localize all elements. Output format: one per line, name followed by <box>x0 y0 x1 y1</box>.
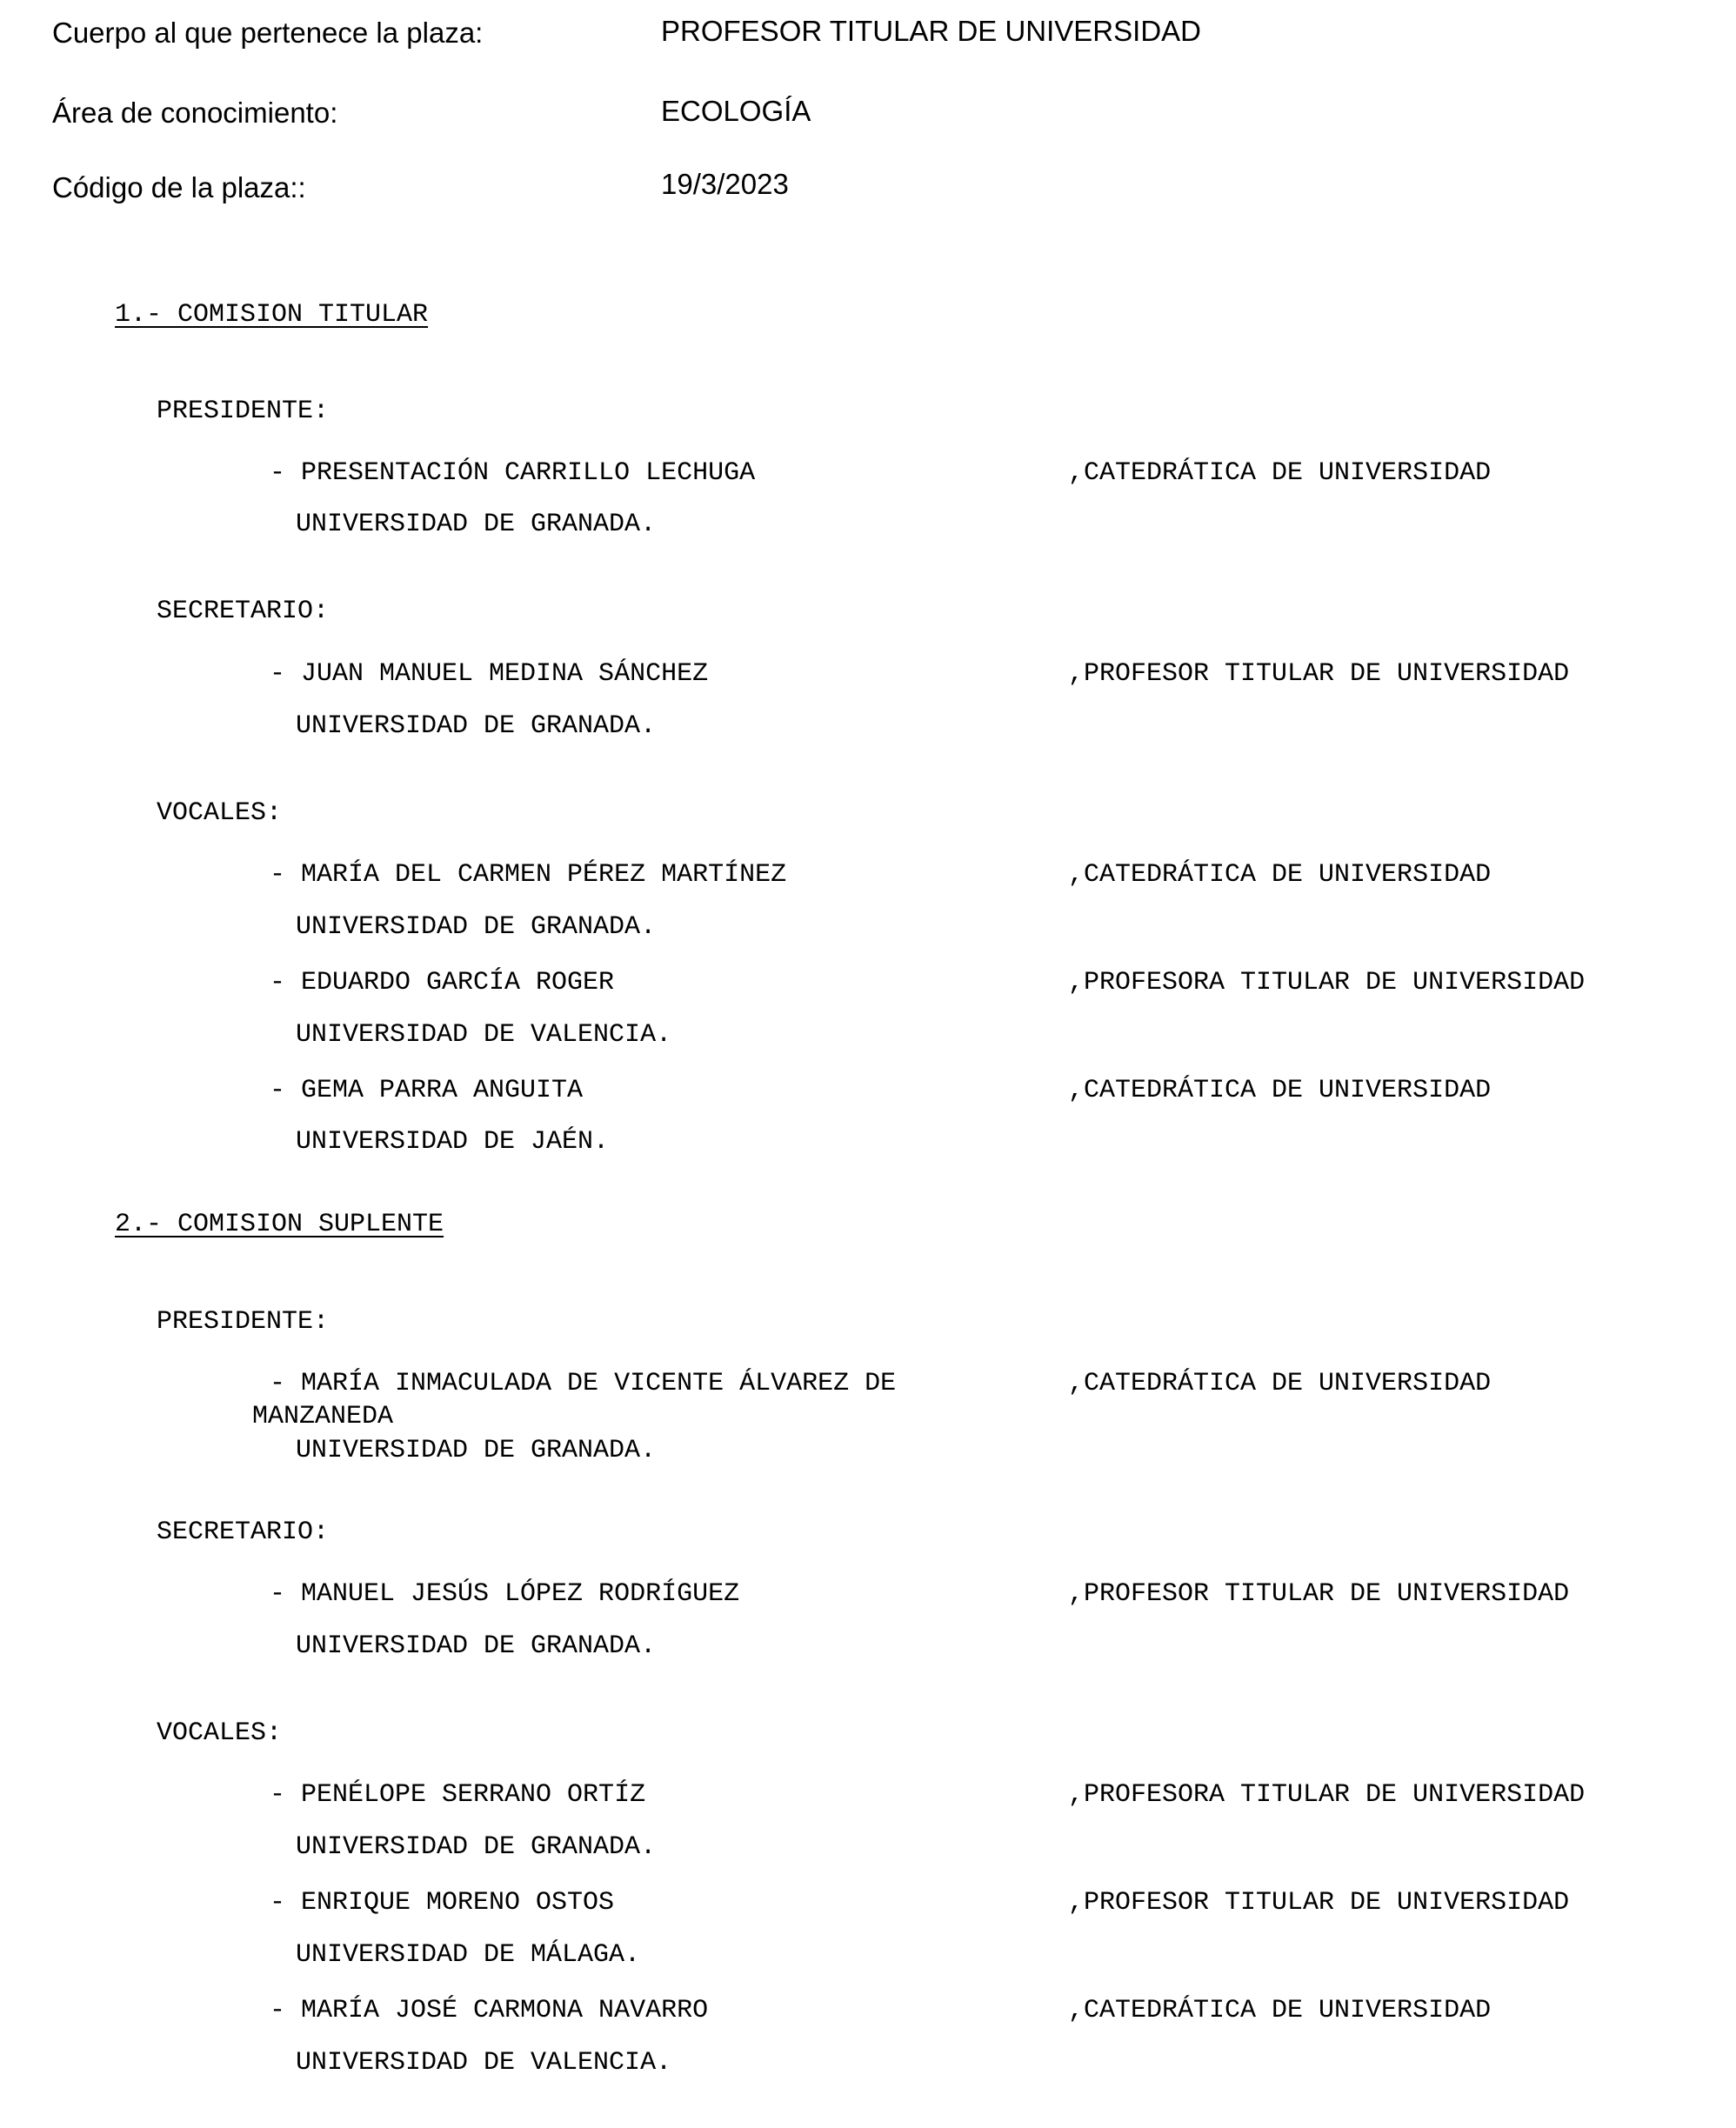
cuerpo-value: PROFESOR TITULAR DE UNIVERSIDAD <box>661 15 1201 47</box>
member-name: - PENÉLOPE SERRANO ORTÍZ <box>270 1780 646 1810</box>
member-university: UNIVERSIDAD DE GRANADA. <box>296 1631 657 1661</box>
member-position: ,CATEDRÁTICA DE UNIVERSIDAD <box>1068 1369 1492 1398</box>
member-university: UNIVERSIDAD DE GRANADA. <box>296 1436 657 1465</box>
member-name: - MANUEL JESÚS LÓPEZ RODRÍGUEZ <box>270 1579 740 1609</box>
role-label-vocales: VOCALES: <box>157 1718 283 1748</box>
role-label-presidente: PRESIDENTE: <box>157 397 330 426</box>
member-position: ,PROFESORA TITULAR DE UNIVERSIDAD <box>1068 1780 1586 1810</box>
member-position: ,CATEDRÁTICA DE UNIVERSIDAD <box>1068 458 1492 488</box>
member-name: - MARÍA JOSÉ CARMONA NAVARRO <box>270 1996 709 2025</box>
member-name: - MARÍA DEL CARMEN PÉREZ MARTÍNEZ <box>270 860 787 890</box>
member-name: - EDUARDO GARCÍA ROGER <box>270 968 615 997</box>
member-position: ,PROFESOR TITULAR DE UNIVERSIDAD <box>1068 659 1570 689</box>
codigo-value: 19/3/2023 <box>661 168 789 200</box>
area-label: Área de conocimiento: <box>52 97 338 129</box>
member-university: UNIVERSIDAD DE GRANADA. <box>296 510 657 539</box>
member-university: UNIVERSIDAD DE JAÉN. <box>296 1127 610 1157</box>
member-position: ,CATEDRÁTICA DE UNIVERSIDAD <box>1068 1076 1492 1105</box>
member-position: ,CATEDRÁTICA DE UNIVERSIDAD <box>1068 860 1492 890</box>
member-university: UNIVERSIDAD DE GRANADA. <box>296 711 657 741</box>
member-position: ,PROFESOR TITULAR DE UNIVERSIDAD <box>1068 1579 1570 1609</box>
member-university: UNIVERSIDAD DE GRANADA. <box>296 912 657 942</box>
codigo-label: Código de la plaza:: <box>52 171 306 203</box>
member-name: - GEMA PARRA ANGUITA <box>270 1076 584 1105</box>
role-label-secretario: SECRETARIO: <box>157 597 330 626</box>
member-university: UNIVERSIDAD DE GRANADA. <box>296 1832 657 1862</box>
member-name: - JUAN MANUEL MEDINA SÁNCHEZ <box>270 659 709 689</box>
member-position: ,PROFESOR TITULAR DE UNIVERSIDAD <box>1068 1888 1570 1918</box>
member-university: UNIVERSIDAD DE VALENCIA. <box>296 1020 672 1050</box>
member-position: ,CATEDRÁTICA DE UNIVERSIDAD <box>1068 1996 1492 2025</box>
area-value: ECOLOGÍA <box>661 95 811 127</box>
member-name: - MARÍA INMACULADA DE VICENTE ÁLVAREZ DE MANZANEDA <box>252 1369 897 1431</box>
section-title-titular: 1.- COMISION TITULAR <box>115 300 429 330</box>
cuerpo-label: Cuerpo al que pertenece la plaza: <box>52 17 484 49</box>
role-label-secretario: SECRETARIO: <box>157 1518 330 1547</box>
member-name: - PRESENTACIÓN CARRILLO LECHUGA <box>270 458 756 488</box>
role-label-vocales: VOCALES: <box>157 798 283 828</box>
member-name: - ENRIQUE MORENO OSTOS <box>270 1888 615 1918</box>
member-position: ,PROFESORA TITULAR DE UNIVERSIDAD <box>1068 968 1586 997</box>
member-university: UNIVERSIDAD DE VALENCIA. <box>296 2048 672 2078</box>
role-label-presidente: PRESIDENTE: <box>157 1307 330 1337</box>
member-university: UNIVERSIDAD DE MÁLAGA. <box>296 1940 641 1970</box>
section-title-suplente: 2.- COMISION SUPLENTE <box>115 1210 444 1239</box>
